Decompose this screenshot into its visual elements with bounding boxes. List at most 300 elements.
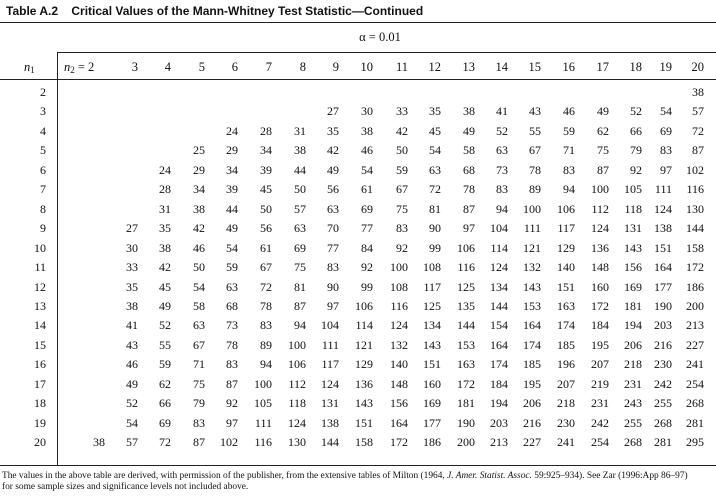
table-cell: 206 [523,396,541,411]
table-cell: 34 [260,143,272,158]
table-cell: 124 [490,260,508,275]
table-cell: 49 [126,376,138,391]
table-cell: 94 [496,201,508,216]
table-cell: 97 [327,298,339,313]
table-cell: 160 [423,376,441,391]
table-cell: 46 [193,240,205,255]
table-cell: 144 [321,435,339,450]
row-label: 16 [34,357,46,372]
table-cell: 117 [423,279,441,294]
table-cell: 69 [361,201,373,216]
table-cell: 41 [126,318,138,333]
table-cell: 118 [624,201,642,216]
table-cell: 174 [490,357,508,372]
table-cell: 200 [457,435,475,450]
table-cell: 177 [654,279,672,294]
table-cell: 83 [193,415,205,430]
table-cell: 112 [591,201,609,216]
table-cell: 184 [591,318,609,333]
table-cell: 124 [321,376,339,391]
column-header: 17 [596,60,609,74]
row-label: 6 [40,162,46,177]
table-cell: 177 [423,415,441,430]
row-label: 13 [34,298,46,313]
table-cell: 140 [557,260,575,275]
table-cell: 49 [597,104,609,119]
column-header: 12 [428,60,441,74]
table-cell: 41 [496,104,508,119]
table-cell: 28 [159,182,171,197]
table-cell: 200 [686,298,704,313]
table-cell: 143 [355,396,373,411]
table-cell: 78 [529,162,541,177]
table-cell: 99 [361,279,373,294]
table-cell: 230 [654,357,672,372]
table-cell: 254 [591,435,609,450]
table-cell: 125 [457,279,475,294]
table-cell: 190 [654,298,672,313]
table-cell: 124 [591,221,609,236]
bottom-rule [0,465,716,466]
table-cell: 27 [327,104,339,119]
table-cell: 255 [654,396,672,411]
table-cell: 75 [396,201,408,216]
table-cell: 151 [557,279,575,294]
row-label: 2 [40,85,46,99]
table-cell: 59 [226,260,238,275]
table-cell: 231 [624,376,642,391]
table-cell: 106 [457,240,475,255]
table-cell: 102 [220,435,238,450]
table-cell: 116 [686,182,704,197]
table-cell: 94 [563,182,575,197]
table-cell: 57 [692,104,704,119]
table-cell: 83 [327,260,339,275]
table-cell: 87 [193,435,205,450]
row-label: 4 [40,123,46,138]
table-cell: 243 [624,396,642,411]
table-cell: 56 [260,221,272,236]
table-cell: 50 [396,143,408,158]
table-cell: 108 [423,260,441,275]
table-cell: 87 [597,162,609,177]
table-cell: 100 [288,337,306,352]
table-cell: 268 [686,396,704,411]
table-cell: 34 [226,162,238,177]
table-cell: 172 [686,260,704,275]
table-cell: 151 [355,415,373,430]
row-label: 18 [34,396,46,411]
table-cell: 44 [294,162,306,177]
table-cell: 33 [396,104,408,119]
row-label: 15 [34,337,46,352]
table-cell: 216 [523,415,541,430]
row-label: 8 [40,201,46,216]
table-cell: 158 [355,435,373,450]
table-cell: 67 [396,182,408,197]
table-cell: 106 [355,298,373,313]
table-cell: 38 [93,435,105,450]
table-cell: 125 [423,298,441,313]
table-cell: 67 [193,337,205,352]
column-header: 20 [691,60,704,74]
table-cell: 63 [294,221,306,236]
table-cell: 163 [457,357,475,372]
table-cell: 54 [660,104,672,119]
table-cell: 131 [624,221,642,236]
table-cell: 136 [355,376,373,391]
table-cell: 87 [463,201,475,216]
table-cell: 134 [490,279,508,294]
table-cell: 268 [624,435,642,450]
table-cell: 39 [260,162,272,177]
table-cell: 194 [490,396,508,411]
column-header: 13 [462,60,475,74]
table-cell: 144 [457,318,475,333]
table-cell: 45 [260,182,272,197]
table-cell: 83 [260,318,272,333]
table-cell: 63 [327,201,339,216]
alpha-header: α = 0.01 [359,30,401,44]
table-cell: 52 [496,123,508,138]
table-cell: 111 [654,182,672,197]
table-cell: 124 [288,415,306,430]
table-cell: 73 [226,318,238,333]
table-cell: 35 [327,123,339,138]
table-cell: 158 [686,240,704,255]
table-cell: 45 [159,279,171,294]
table-cell: 124 [654,201,672,216]
table-cell: 59 [396,162,408,177]
table-cell: 35 [429,104,441,119]
table-cell: 116 [254,435,272,450]
table-cell: 124 [390,318,408,333]
table-cell: 42 [159,260,171,275]
row-label: 3 [40,104,46,119]
row-label: 17 [34,376,46,391]
column-header: 8 [299,60,306,74]
table-cell: 87 [294,298,306,313]
table-cell: 33 [126,260,138,275]
table-cell: 295 [686,435,704,450]
table-cell: 116 [457,260,475,275]
table-cell: 31 [159,201,171,216]
table-cell: 174 [523,337,541,352]
table-cell: 227 [686,337,704,352]
table-cell: 27 [126,221,138,236]
table-cell: 79 [193,396,205,411]
table-cell: 83 [396,221,408,236]
table-cell: 83 [660,143,672,158]
table-cell: 281 [654,435,672,450]
table-cell: 172 [457,376,475,391]
table-cell: 129 [557,240,575,255]
table-cell: 206 [624,337,642,352]
column-header: 5 [198,60,205,74]
table-cell: 185 [523,357,541,372]
table-cell: 75 [294,260,306,275]
table-cell: 195 [523,376,541,391]
table-cell: 230 [557,415,575,430]
table-cell: 29 [193,162,205,177]
table-cell: 44 [226,201,238,216]
table-cell: 213 [686,318,704,333]
table-cell: 50 [294,182,306,197]
column-header: 7 [265,60,272,74]
table-label: Table A.2 [6,4,59,18]
table-cell: 43 [529,104,541,119]
table-cell: 35 [126,279,138,294]
table-cell: 87 [226,376,238,391]
table-cell: 75 [597,143,609,158]
table-cell: 87 [692,143,704,158]
table-cell: 94 [260,357,272,372]
table-cell: 213 [490,435,508,450]
table-title [6,4,423,18]
table-cell: 90 [429,221,441,236]
table-cell: 186 [686,279,704,294]
table-cell: 81 [429,201,441,216]
table-cell: 59 [159,357,171,372]
table-cell: 184 [490,376,508,391]
table-cell: 66 [630,123,642,138]
table-cell: 38 [361,123,373,138]
table-cell: 111 [523,221,541,236]
table-cell: 151 [654,240,672,255]
table-cell: 216 [654,337,672,352]
table-cell: 227 [523,435,541,450]
table-cell: 31 [294,123,306,138]
table-cell: 111 [321,337,339,352]
table-cell: 24 [159,162,171,177]
table-cell: 67 [529,143,541,158]
table-cell: 134 [423,318,441,333]
table-cell: 62 [159,376,171,391]
table-cell: 49 [327,162,339,177]
table-cell: 35 [159,221,171,236]
table-cell: 78 [260,298,272,313]
table-cell: 54 [126,415,138,430]
table-cell: 52 [159,318,171,333]
row-label: 5 [40,143,46,158]
table-cell: 105 [254,396,272,411]
top-rule [0,22,716,23]
table-cell: 92 [396,240,408,255]
table-cell: 105 [624,182,642,197]
table-cell: 57 [294,201,306,216]
table-cell: 207 [557,376,575,391]
table-cell: 30 [361,104,373,119]
table-cell: 151 [423,357,441,372]
table-cell: 132 [390,337,408,352]
row-label: 7 [40,182,46,197]
table-cell: 61 [361,182,373,197]
column-header: 6 [231,60,238,74]
table-cell: 156 [390,396,408,411]
table-cell: 143 [523,279,541,294]
table-cell: 39 [226,182,238,197]
table-cell: 164 [390,415,408,430]
table-cell: 63 [226,279,238,294]
column-divider [57,52,58,465]
table-cell: 203 [654,318,672,333]
table-cell: 104 [490,221,508,236]
table-cell: 61 [260,240,272,255]
table-cell: 129 [355,357,373,372]
table-cell: 77 [361,221,373,236]
row-label: 20 [34,435,46,450]
table-cell: 104 [321,318,339,333]
footnote: The values in the above table are derived, with permission of the publisher, from the extensive tables of Milton (1964, J. Amer. Statist. Assoc. 59:925–934). See Zar (1996:App 86–97) for some sample sizes and significance levels not included above. [2,471,688,492]
table-cell: 72 [159,435,171,450]
table-cell: 34 [193,182,205,197]
table-cell: 153 [523,298,541,313]
table-cell: 143 [624,240,642,255]
table-cell: 92 [361,260,373,275]
table-cell: 154 [490,318,508,333]
table-cell: 38 [463,104,475,119]
table-cell: 181 [457,396,475,411]
table-cell: 112 [288,376,306,391]
table-cell: 83 [496,182,508,197]
row-label: 10 [34,240,46,255]
column-header: 16 [562,60,575,74]
table-cell: 50 [193,260,205,275]
table-cell: 99 [429,240,441,255]
table-cell: 45 [429,123,441,138]
table-cell: 68 [463,162,475,177]
table-cell: 140 [390,357,408,372]
table-cell: 174 [557,318,575,333]
column-header: 3 [131,60,138,74]
table-cell: 54 [361,162,373,177]
table-cell: 55 [529,123,541,138]
table-cell: 164 [523,318,541,333]
table-cell: 111 [254,415,272,430]
table-cell: 121 [355,337,373,352]
table-cell: 94 [294,318,306,333]
table-cell: 132 [523,260,541,275]
table-cell: 196 [557,357,575,372]
table-cell: 186 [423,435,441,450]
table-cell: 242 [591,415,609,430]
table-cell: 172 [591,298,609,313]
table-cell: 130 [686,201,704,216]
table-cell: 117 [321,357,339,372]
table-cell: 138 [654,221,672,236]
table-cell: 92 [630,162,642,177]
table-cell: 54 [226,240,238,255]
table-cell: 164 [490,337,508,352]
column-header: 10 [360,60,373,74]
table-cell: 68 [226,298,238,313]
column-header: 19 [659,60,672,74]
table-cell: 69 [660,123,672,138]
table-cell: 97 [660,162,672,177]
table-cell: 194 [624,318,642,333]
table-cell: 219 [591,376,609,391]
table-cell: 63 [193,318,205,333]
table-cell: 63 [429,162,441,177]
n2-header: $n_2 = 2$ [64,60,95,75]
table-cell: 83 [226,357,238,372]
table-cell: 100 [523,201,541,216]
table-cell: 90 [327,279,339,294]
table-cell: 38 [692,85,704,99]
table-cell: 24 [226,123,238,138]
table-cell: 42 [396,123,408,138]
table-cell: 218 [624,357,642,372]
table-cell: 118 [288,396,306,411]
table-cell: 144 [490,298,508,313]
table-cell: 169 [624,279,642,294]
n1-header: $n_1$ [24,60,35,75]
table-cell: 130 [288,435,306,450]
table-cell: 38 [126,298,138,313]
table-cell: 46 [126,357,138,372]
table-cell: 77 [327,240,339,255]
table-cell: 46 [563,104,575,119]
column-header: 15 [528,60,541,74]
table-cell: 89 [260,337,272,352]
table-cell: 148 [591,260,609,275]
table-cell: 29 [226,143,238,158]
table-cell: 66 [159,396,171,411]
table-cell: 281 [686,415,704,430]
table-cell: 100 [254,376,272,391]
table-cell: 136 [591,240,609,255]
table-cell: 81 [294,279,306,294]
table-cell: 79 [630,143,642,158]
table-cell: 63 [496,143,508,158]
table-cell: 116 [390,298,408,313]
table-cell: 255 [624,415,642,430]
table-cell: 57 [126,435,138,450]
table-cell: 73 [496,162,508,177]
table-cell: 163 [557,298,575,313]
table-cell: 100 [591,182,609,197]
table-cell: 195 [591,337,609,352]
table-cell: 106 [557,201,575,216]
table-cell: 108 [390,279,408,294]
row-label: 19 [34,415,46,430]
table-cell: 89 [529,182,541,197]
table-cell: 30 [126,240,138,255]
table-cell: 153 [457,337,475,352]
table-cell: 78 [226,337,238,352]
table-cell: 83 [563,162,575,177]
table-cell: 121 [523,240,541,255]
table-cell: 114 [490,240,508,255]
row-label: 11 [34,260,46,275]
table-cell: 70 [327,221,339,236]
row-label: 9 [40,221,46,236]
table-cell: 185 [557,337,575,352]
column-header: 4 [164,60,171,74]
table-cell: 268 [654,415,672,430]
table-cell: 160 [591,279,609,294]
table-cell: 164 [654,260,672,275]
table-cell: 56 [327,182,339,197]
column-header: 11 [395,60,408,74]
table-cell: 138 [321,415,339,430]
table-cell: 143 [423,337,441,352]
table-cell: 49 [226,221,238,236]
table-cell: 241 [557,435,575,450]
table-cell: 131 [321,396,339,411]
table-cell: 203 [490,415,508,430]
table-cell: 62 [597,123,609,138]
